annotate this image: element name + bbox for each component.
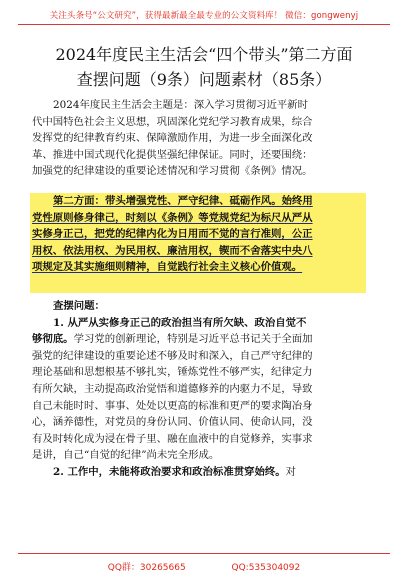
- intro-line: 加强党的纪律建设的重要论述情况和学习贯彻《条例》情况。: [32, 165, 313, 178]
- item-1-heading: 1. 从严从实修身正己的政治担当有所欠缺、政治自觉不: [53, 316, 307, 329]
- highlight-paragraph: [32, 193, 368, 276]
- item-1-line: 有所欠缺，主动提高政治觉悟和道德修养的内驱力不足，导致: [32, 382, 313, 395]
- header-divider: [18, 24, 390, 25]
- item-1-line: 有及时转化成为浸在骨子里、融在血液中的自觉修养，实事求: [32, 432, 313, 445]
- header-banner: 关注头条号“公文研究”，获得最新最全最专业的公文资料库！ 微信：gongwenyj: [49, 11, 359, 21]
- item-1-line: 是讲，自己“自觉的纪律”尚未完全形成。: [32, 449, 220, 462]
- highlight-line: 党性原则修身律己，时刻以《条例》等党规党纪为标尺从严从: [32, 211, 313, 224]
- intro-line: 发挥党的纪律教育约束、保障激励作用，为进一步全面深化改: [32, 132, 313, 145]
- intro-paragraph: [32, 97, 366, 180]
- footer-contact: [0, 560, 408, 573]
- item-1-line: 自己未能时时、事事、处处以更高的标准和更严的要求陶冶身: [32, 399, 313, 412]
- item-1-line: 够彻底。学习党的创新理论，特别是习近平总书记关于全面加: [32, 333, 313, 346]
- problems-section: [32, 298, 366, 481]
- item-2-heading: 2. 工作中，未能将政治要求和政治标准贯穿始终。对: [53, 465, 297, 478]
- footer-qq-group: QQ群：30265665: [107, 563, 186, 573]
- section-heading: 查摆问题：: [53, 300, 105, 312]
- highlight-line: 第二方面：带头增强党性、严守纪律、砥砺作风。始终用: [53, 195, 313, 207]
- document-title-line-2: 查摆问题（9条）问题素材（85条）: [76, 70, 332, 89]
- footer-divider: [18, 553, 390, 554]
- item-1-line: 强党的纪律建设的重要论述不够及时和深入，自己严守纪律的: [32, 349, 313, 362]
- intro-line: 代中国特色社会主义思想，巩固深化党纪学习教育成果，综合: [32, 115, 313, 128]
- highlight-line: 项规定及其实施细则精神，自觉践行社会主义核心价值观。: [32, 261, 303, 274]
- item-1-line: 心，涵养德性，对党员的身份认同、价值认同、使命认同，没: [32, 416, 313, 429]
- document-title-line-1: 2024年度民主生活会“四个带头”第二方面: [55, 45, 353, 64]
- highlight-line: 实修身正己，把党的纪律内化为日用而不觉的言行准则，公正: [32, 228, 313, 241]
- footer-qq: QQ:535304092: [231, 563, 301, 573]
- highlight-line: 用权、依法用权、为民用权、廉洁用权，锲而不舍落实中央八: [32, 244, 313, 257]
- intro-line: 2024年度民主生活会主题是：深入学习贯彻习近平新时: [53, 99, 309, 111]
- intro-line: 革、推进中国式现代化提供坚强纪律保证。同时，还要围绕：: [32, 148, 313, 161]
- item-1-line: 理论基础和思想根基不够扎实，锤炼党性不够严实，纪律定力: [32, 366, 313, 379]
